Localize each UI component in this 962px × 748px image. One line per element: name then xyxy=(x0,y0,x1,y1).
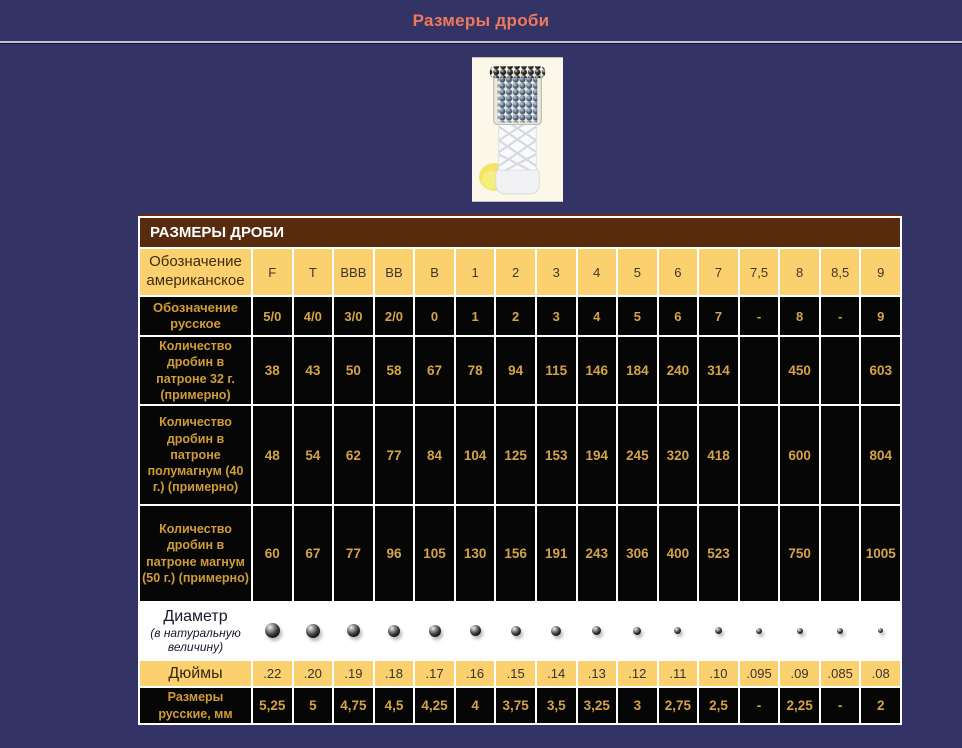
table-cell-count-32g: 240 xyxy=(658,336,699,405)
pellet-icon xyxy=(878,628,883,633)
table-cell-inches: .095 xyxy=(739,660,780,687)
shot-sizes-table xyxy=(138,216,902,725)
table-cell-american: 8,5 xyxy=(820,248,861,296)
table-cell-count-50g: 130 xyxy=(455,505,496,602)
table-cell-mm: 4 xyxy=(455,687,496,724)
table-cell-russian: 2/0 xyxy=(374,296,415,336)
row-label-russian: Обозначение русское xyxy=(139,296,252,336)
table-cell-count-40g: 125 xyxy=(495,405,536,505)
table-title: РАЗМЕРЫ ДРОБИ xyxy=(139,217,901,248)
row-label-american: Обозначение американское xyxy=(139,248,252,296)
pellet-cell xyxy=(698,602,739,660)
pellet-cell xyxy=(495,602,536,660)
table-cell-count-50g: 77 xyxy=(333,505,374,602)
table-cell-count-40g xyxy=(739,405,780,505)
table-cell-count-32g: 50 xyxy=(333,336,374,405)
table-cell-mm: 2,75 xyxy=(658,687,699,724)
pellet-icon xyxy=(756,628,762,634)
table-cell-american: 1 xyxy=(455,248,496,296)
table-cell-mm: 5,25 xyxy=(252,687,293,724)
pellet-cell xyxy=(293,602,334,660)
table-row-count-40g xyxy=(139,405,901,505)
pellet-icon xyxy=(306,624,320,638)
table-cell-count-40g: 153 xyxy=(536,405,577,505)
table-cell-count-32g: 94 xyxy=(495,336,536,405)
table-cell-count-32g: 38 xyxy=(252,336,293,405)
row-label-sub: (в натуральную величину) xyxy=(150,625,241,654)
shot-sizes-table-wrap xyxy=(138,214,902,725)
table-row-american xyxy=(139,248,901,296)
table-cell-russian: - xyxy=(820,296,861,336)
pellet-cell xyxy=(739,602,780,660)
table-cell-inches: .17 xyxy=(414,660,455,687)
table-cell-russian: 5/0 xyxy=(252,296,293,336)
pellet-icon xyxy=(592,626,601,635)
table-cell-american: BB xyxy=(374,248,415,296)
table-cell-russian: 2 xyxy=(495,296,536,336)
pellet-icon xyxy=(388,625,400,637)
table-cell-count-32g: 603 xyxy=(860,336,901,405)
table-row-mm xyxy=(139,687,901,724)
table-cell-count-50g: 243 xyxy=(577,505,618,602)
table-cell-american: 2 xyxy=(495,248,536,296)
page-header xyxy=(0,0,962,41)
table-cell-count-32g: 450 xyxy=(779,336,820,405)
table-cell-count-40g: 320 xyxy=(658,405,699,505)
table-cell-count-50g: 523 xyxy=(698,505,739,602)
pellet-cell xyxy=(617,602,658,660)
row-label-count-32g: Количество дробин в патроне 32 г. (примерно) xyxy=(139,336,252,405)
table-cell-count-50g: 191 xyxy=(536,505,577,602)
table-cell-count-32g xyxy=(820,336,861,405)
table-cell-count-32g: 115 xyxy=(536,336,577,405)
table-cell-count-40g: 54 xyxy=(293,405,334,505)
table-cell-mm: 3 xyxy=(617,687,658,724)
table-cell-inches: .08 xyxy=(860,660,901,687)
table-cell-inches: .12 xyxy=(617,660,658,687)
table-cell-inches: .16 xyxy=(455,660,496,687)
table-cell-count-50g: 105 xyxy=(414,505,455,602)
table-cell-count-40g: 104 xyxy=(455,405,496,505)
pellet-cell xyxy=(658,602,699,660)
table-cell-mm: - xyxy=(820,687,861,724)
table-cell-count-32g: 184 xyxy=(617,336,658,405)
table-cell-inches: .19 xyxy=(333,660,374,687)
table-cell-american: 9 xyxy=(860,248,901,296)
table-cell-russian: 0 xyxy=(414,296,455,336)
table-cell-russian: 1 xyxy=(455,296,496,336)
table-cell-russian: 4/0 xyxy=(293,296,334,336)
table-cell-count-32g xyxy=(739,336,780,405)
table-row-count-32g xyxy=(139,336,901,405)
table-cell-mm: 2,5 xyxy=(698,687,739,724)
table-cell-american: 4 xyxy=(577,248,618,296)
table-cell-inches: .14 xyxy=(536,660,577,687)
table-cell-inches: .13 xyxy=(577,660,618,687)
table-cell-count-40g: 77 xyxy=(374,405,415,505)
pellet-icon xyxy=(797,628,803,634)
table-cell-russian: - xyxy=(739,296,780,336)
table-cell-inches: .085 xyxy=(820,660,861,687)
table-cell-mm: 4,75 xyxy=(333,687,374,724)
table-cell-american: 6 xyxy=(658,248,699,296)
table-cell-count-50g: 1005 xyxy=(860,505,901,602)
row-label-count-50g: Количество дробин в патроне магнум (50 г.) (примерно) xyxy=(139,505,252,602)
shot-cartridge-illustration xyxy=(472,57,563,202)
table-cell-american: 7,5 xyxy=(739,248,780,296)
pellet-icon xyxy=(429,625,441,637)
table-row-count-50g xyxy=(139,505,901,602)
pellet-icon xyxy=(715,627,722,634)
table-cell-russian: 6 xyxy=(658,296,699,336)
table-cell-inches: .11 xyxy=(658,660,699,687)
row-label-count-40g: Количество дробин в патроне полумагнум (40 г.) (примерно) xyxy=(139,405,252,505)
table-cell-count-32g: 146 xyxy=(577,336,618,405)
table-cell-mm: 5 xyxy=(293,687,334,724)
table-cell-russian: 7 xyxy=(698,296,739,336)
pellet-icon xyxy=(674,627,681,634)
table-cell-inches: .18 xyxy=(374,660,415,687)
table-cell-russian: 4 xyxy=(577,296,618,336)
table-cell-count-40g: 804 xyxy=(860,405,901,505)
table-cell-count-40g: 84 xyxy=(414,405,455,505)
table-cell-count-32g: 58 xyxy=(374,336,415,405)
table-row-inches xyxy=(139,660,901,687)
pellet-cell xyxy=(860,602,901,660)
table-cell-american: 3 xyxy=(536,248,577,296)
table-cell-mm: 3,5 xyxy=(536,687,577,724)
table-cell-american: 8 xyxy=(779,248,820,296)
table-cell-count-50g xyxy=(820,505,861,602)
table-cell-inches: .15 xyxy=(495,660,536,687)
table-cell-count-32g: 43 xyxy=(293,336,334,405)
table-cell-count-32g: 314 xyxy=(698,336,739,405)
pellet-cell xyxy=(333,602,374,660)
table-cell-count-50g: 306 xyxy=(617,505,658,602)
table-cell-mm: 3,75 xyxy=(495,687,536,724)
table-cell-inches: .09 xyxy=(779,660,820,687)
table-cell-count-40g: 48 xyxy=(252,405,293,505)
table-cell-russian: 5 xyxy=(617,296,658,336)
pellet-cell xyxy=(820,602,861,660)
pellet-icon xyxy=(551,626,561,636)
table-cell-american: BBB xyxy=(333,248,374,296)
table-cell-count-50g: 156 xyxy=(495,505,536,602)
table-cell-count-40g: 62 xyxy=(333,405,374,505)
table-cell-mm: 4,25 xyxy=(414,687,455,724)
table-cell-count-40g: 194 xyxy=(577,405,618,505)
pellet-icon xyxy=(470,625,481,636)
pellet-cell xyxy=(374,602,415,660)
table-row-diameter xyxy=(139,602,901,660)
table-cell-russian: 9 xyxy=(860,296,901,336)
table-cell-count-50g xyxy=(739,505,780,602)
table-caption-row xyxy=(139,217,901,248)
table-cell-american: T xyxy=(293,248,334,296)
table-cell-russian: 3 xyxy=(536,296,577,336)
table-cell-count-32g: 67 xyxy=(414,336,455,405)
table-cell-mm: 4,5 xyxy=(374,687,415,724)
pellet-icon xyxy=(265,623,280,638)
table-cell-inches: .10 xyxy=(698,660,739,687)
table-cell-count-50g: 67 xyxy=(293,505,334,602)
table-cell-russian: 3/0 xyxy=(333,296,374,336)
pellet-icon xyxy=(511,626,521,636)
table-cell-count-50g: 96 xyxy=(374,505,415,602)
table-cell-count-40g: 418 xyxy=(698,405,739,505)
shot-cartridge-image xyxy=(472,57,563,202)
table-cell-count-50g: 750 xyxy=(779,505,820,602)
table-cell-count-40g xyxy=(820,405,861,505)
table-row-russian xyxy=(139,296,901,336)
pellet-cell xyxy=(414,602,455,660)
table-cell-count-50g: 400 xyxy=(658,505,699,602)
row-label-inches: Дюймы xyxy=(139,660,252,687)
table-cell-american: 7 xyxy=(698,248,739,296)
header-divider xyxy=(0,41,962,44)
table-cell-count-50g: 60 xyxy=(252,505,293,602)
table-cell-american: F xyxy=(252,248,293,296)
table-cell-count-32g: 78 xyxy=(455,336,496,405)
pellet-cell xyxy=(455,602,496,660)
pellet-cell xyxy=(252,602,293,660)
table-cell-mm: 3,25 xyxy=(577,687,618,724)
table-cell-mm: - xyxy=(739,687,780,724)
table-cell-american: B xyxy=(414,248,455,296)
pellet-icon xyxy=(633,627,641,635)
pellet-cell xyxy=(577,602,618,660)
table-cell-mm: 2,25 xyxy=(779,687,820,724)
row-label-diameter xyxy=(139,602,252,660)
table-cell-inches: .22 xyxy=(252,660,293,687)
table-cell-american: 5 xyxy=(617,248,658,296)
row-label-mm: Размеры русские, мм xyxy=(139,687,252,724)
table-cell-inches: .20 xyxy=(293,660,334,687)
table-cell-mm: 2 xyxy=(860,687,901,724)
page-title: Размеры дроби xyxy=(412,10,550,30)
table-cell-russian: 8 xyxy=(779,296,820,336)
table-cell-count-40g: 600 xyxy=(779,405,820,505)
row-label-main: Диаметр xyxy=(163,607,228,625)
pellet-icon xyxy=(347,624,360,637)
pellet-cell xyxy=(779,602,820,660)
pellet-cell xyxy=(536,602,577,660)
pellet-icon xyxy=(837,628,843,634)
table-cell-count-40g: 245 xyxy=(617,405,658,505)
